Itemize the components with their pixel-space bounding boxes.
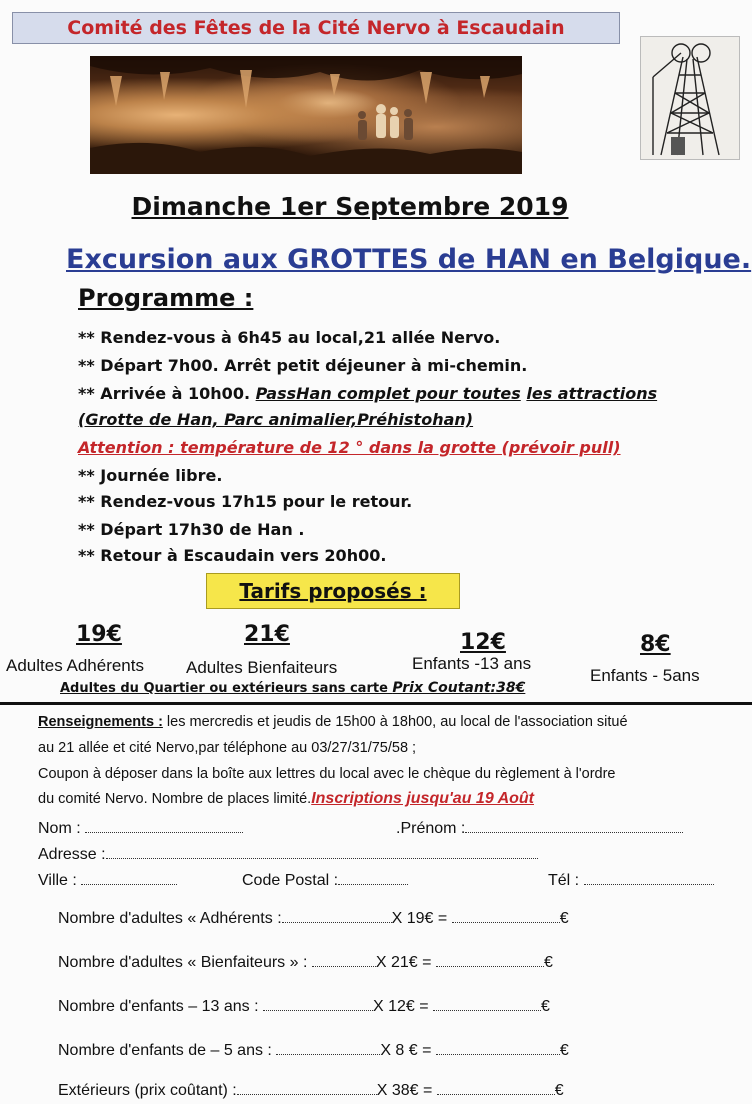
row-label: Nombre d'enfants – 13 ans : bbox=[58, 998, 259, 1015]
nom-label: Nom : bbox=[38, 820, 81, 837]
ville-field[interactable] bbox=[38, 872, 177, 890]
qty-input[interactable] bbox=[263, 998, 373, 1011]
adresse-input[interactable] bbox=[106, 846, 538, 859]
programme-item-journee: ** Journée libre. bbox=[78, 466, 223, 485]
code-postal-field[interactable] bbox=[242, 872, 408, 890]
row-mult: X 38€ = bbox=[376, 1082, 433, 1099]
arrivee-attractions: les attractions bbox=[526, 384, 658, 403]
arrivee-pass: PassHan complet pour toutes bbox=[255, 384, 521, 403]
row-mult: X 8 € = bbox=[380, 1042, 432, 1059]
tel-input[interactable] bbox=[584, 872, 714, 885]
row-enfants-13 bbox=[58, 998, 550, 1016]
attention-note: Attention : température de 12 ° dans la grotte (prévoir pull) bbox=[78, 438, 621, 457]
programme-heading: Programme : bbox=[78, 284, 254, 312]
programme-item-detail: (Grotte de Han, Parc animalier,Préhistohan) bbox=[78, 410, 474, 429]
adresse-field[interactable] bbox=[38, 846, 538, 864]
row-currency: € bbox=[543, 954, 553, 971]
divider bbox=[0, 702, 752, 705]
qty-input[interactable] bbox=[276, 1042, 380, 1055]
row-adherents bbox=[58, 910, 569, 928]
row-label: Extérieurs (prix coûtant) : bbox=[58, 1082, 237, 1099]
inscriptions-deadline: Inscriptions jusqu'au 19 Août bbox=[311, 790, 534, 807]
row-label: Nombre d'adultes « Bienfaiteurs » : bbox=[58, 954, 308, 971]
label-bienfaiteurs: Adultes Bienfaiteurs bbox=[186, 658, 338, 677]
price-enfants-13: 12€ bbox=[460, 630, 506, 655]
prenom-input[interactable] bbox=[465, 820, 683, 833]
info-text-4: du comité Nervo. Nombre de places limité. bbox=[38, 791, 312, 807]
row-currency: € bbox=[559, 910, 569, 927]
programme-item-retour: ** Retour à Escaudain vers 20h00. bbox=[78, 546, 387, 565]
total-input[interactable] bbox=[436, 954, 544, 967]
label-enfants-5: Enfants - 5ans bbox=[590, 666, 700, 685]
cave-photo bbox=[90, 56, 522, 174]
price-adherents: 19€ bbox=[76, 622, 122, 647]
committee-name: Comité des Fêtes de la Cité Nervo à Escaudain bbox=[67, 17, 565, 39]
prenom-label: .Prénom : bbox=[396, 820, 466, 837]
programme-item-depart-han: ** Départ 17h30 de Han . bbox=[78, 520, 305, 539]
programme-item-rdv: ** Rendez-vous à 6h45 au local,21 allée Nervo. bbox=[78, 328, 501, 347]
code-postal-input[interactable] bbox=[338, 872, 408, 885]
quartier-note bbox=[60, 680, 525, 696]
info-line-2: au 21 allée et cité Nervo,par téléphone au 03/27/31/75/58 ; bbox=[38, 740, 417, 756]
arrivee-prefix: ** Arrivée à 10h00. bbox=[78, 384, 256, 403]
info-line-3: Coupon à déposer dans la boîte aux lettres du local avec le chèque du règlement à l'ordre bbox=[38, 766, 616, 782]
prenom-field[interactable] bbox=[396, 820, 683, 838]
row-currency: € bbox=[559, 1042, 569, 1059]
ville-input[interactable] bbox=[81, 872, 177, 885]
programme-item-depart: ** Départ 7h00. Arrêt petit déjeuner à mi-chemin. bbox=[78, 356, 528, 375]
ville-label: Ville : bbox=[38, 872, 77, 889]
info-line-1 bbox=[38, 714, 628, 730]
quartier-text: Adultes du Quartier ou extérieurs sans carte bbox=[60, 681, 393, 696]
adresse-label: Adresse : bbox=[38, 846, 106, 863]
nom-input[interactable] bbox=[85, 820, 243, 833]
quartier-price: Prix Coutant:38€ bbox=[392, 680, 526, 696]
price-enfants-5: 8€ bbox=[640, 632, 671, 657]
price-bienfaiteurs: 21€ bbox=[244, 622, 290, 647]
total-input[interactable] bbox=[437, 1082, 555, 1095]
label-adherents: Adultes Adhérents bbox=[6, 656, 144, 675]
programme-item-arrivee bbox=[78, 384, 657, 403]
qty-input[interactable] bbox=[282, 910, 392, 923]
nom-field[interactable] bbox=[38, 820, 243, 838]
info-label: Renseignements : bbox=[38, 714, 163, 730]
total-input[interactable] bbox=[436, 1042, 560, 1055]
qty-input[interactable] bbox=[237, 1082, 377, 1095]
tel-label: Tél : bbox=[548, 872, 580, 889]
tarifs-heading: Tarifs proposés : bbox=[239, 579, 427, 603]
total-input[interactable] bbox=[433, 998, 541, 1011]
event-title: Excursion aux GROTTES de HAN en Belgique. bbox=[66, 244, 752, 275]
tel-field[interactable] bbox=[548, 872, 714, 890]
programme-item-rdv-retour: ** Rendez-vous 17h15 pour le retour. bbox=[78, 492, 413, 511]
info-line-4 bbox=[38, 790, 534, 808]
info-text-1: les mercredis et jeudis de 15h00 à 18h00, au local de l'association situé bbox=[162, 714, 628, 730]
event-date: Dimanche 1er Septembre 2019 bbox=[131, 192, 569, 221]
row-label: Nombre d'enfants de – 5 ans : bbox=[58, 1042, 272, 1059]
row-currency: € bbox=[554, 1082, 564, 1099]
total-input[interactable] bbox=[452, 910, 560, 923]
code-postal-label: Code Postal : bbox=[242, 872, 339, 889]
row-currency: € bbox=[541, 998, 550, 1015]
label-enfants-13: Enfants -13 ans bbox=[412, 654, 532, 673]
row-mult: X 19€ = bbox=[391, 910, 448, 927]
row-label: Nombre d'adultes « Adhérents : bbox=[58, 910, 282, 927]
row-exterieurs bbox=[58, 1082, 564, 1100]
qty-input[interactable] bbox=[312, 954, 376, 967]
row-enfants-5 bbox=[58, 1042, 569, 1060]
mine-headframe-drawing bbox=[640, 36, 740, 160]
row-bienfaiteurs bbox=[58, 954, 553, 972]
row-mult: X 12€ = bbox=[372, 998, 429, 1015]
row-mult: X 21€ = bbox=[375, 954, 432, 971]
